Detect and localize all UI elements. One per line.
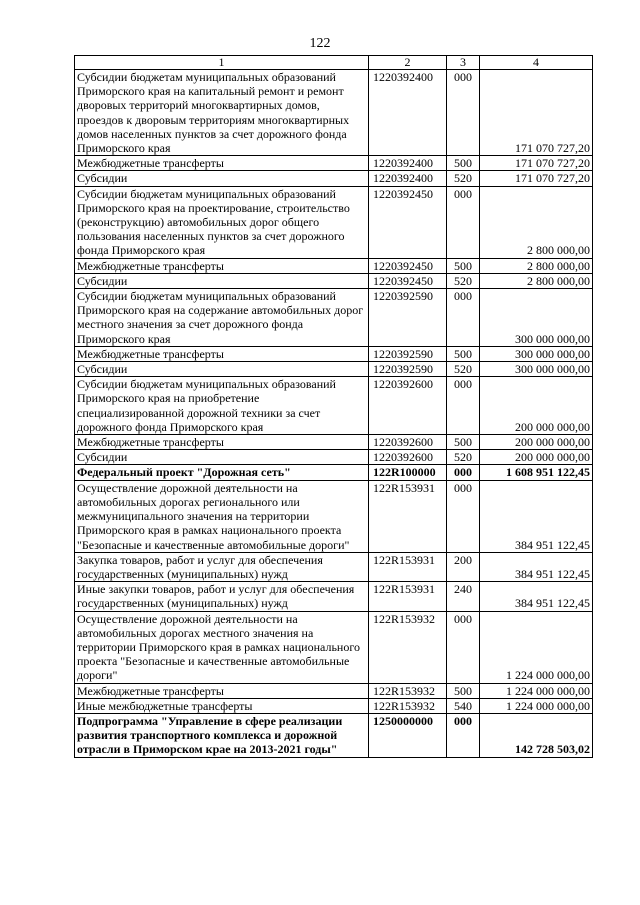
column-header-2: 2 xyxy=(369,56,447,70)
row-expense-type: 520 xyxy=(447,171,480,186)
row-expense-type: 240 xyxy=(447,582,480,611)
budget-table xyxy=(74,55,593,758)
row-amount: 171 070 727,20 xyxy=(480,70,593,156)
row-description: Межбюджетные трансферты xyxy=(75,435,369,450)
row-expense-type: 520 xyxy=(447,450,480,465)
row-expense-type: 520 xyxy=(447,273,480,288)
page-number: 122 xyxy=(309,36,331,51)
row-target-code: 1220392400 xyxy=(369,171,447,186)
row-expense-type: 000 xyxy=(447,713,480,757)
row-description: Субсидии xyxy=(75,362,369,377)
row-description: Межбюджетные трансферты xyxy=(75,683,369,698)
row-description: Субсидии xyxy=(75,450,369,465)
table-row xyxy=(75,186,593,258)
row-description: Иные закупки товаров, работ и услуг для обеспечения государственных (муниципальных) нужд xyxy=(75,582,369,611)
row-target-code: 1220392450 xyxy=(369,186,447,258)
row-amount: 200 000 000,00 xyxy=(480,450,593,465)
table-row xyxy=(75,435,593,450)
row-expense-type: 000 xyxy=(447,377,480,435)
row-amount: 300 000 000,00 xyxy=(480,289,593,347)
row-expense-type: 000 xyxy=(447,70,480,156)
table-row xyxy=(75,683,593,698)
row-expense-type: 520 xyxy=(447,362,480,377)
row-target-code: 122R153932 xyxy=(369,683,447,698)
budget-table-body xyxy=(75,56,593,758)
row-amount: 2 800 000,00 xyxy=(480,258,593,273)
row-description: Межбюджетные трансферты xyxy=(75,156,369,171)
row-amount: 384 951 122,45 xyxy=(480,480,593,552)
row-amount: 1 224 000 000,00 xyxy=(480,683,593,698)
table-row xyxy=(75,346,593,361)
row-expense-type: 000 xyxy=(447,465,480,480)
row-expense-type: 500 xyxy=(447,258,480,273)
row-target-code: 1220392450 xyxy=(369,273,447,288)
row-expense-type: 000 xyxy=(447,186,480,258)
row-amount: 2 800 000,00 xyxy=(480,273,593,288)
row-description: Закупка товаров, работ и услуг для обеспечения государственных (муниципальных) нужд xyxy=(75,552,369,581)
row-target-code: 122R153931 xyxy=(369,552,447,581)
row-target-code: 1220392600 xyxy=(369,377,447,435)
table-row xyxy=(75,258,593,273)
row-target-code: 122R153932 xyxy=(369,611,447,683)
row-description: Иные межбюджетные трансферты xyxy=(75,698,369,713)
row-amount: 384 951 122,45 xyxy=(480,582,593,611)
table-row xyxy=(75,552,593,581)
table-row xyxy=(75,273,593,288)
table-row xyxy=(75,171,593,186)
row-target-code: 122R153931 xyxy=(369,480,447,552)
row-amount: 142 728 503,02 xyxy=(480,713,593,757)
row-description: Межбюджетные трансферты xyxy=(75,258,369,273)
table-header-row xyxy=(75,56,593,70)
row-target-code: 1220392590 xyxy=(369,362,447,377)
row-expense-type: 000 xyxy=(447,611,480,683)
row-amount: 171 070 727,20 xyxy=(480,156,593,171)
row-amount: 200 000 000,00 xyxy=(480,377,593,435)
row-amount: 200 000 000,00 xyxy=(480,435,593,450)
row-description: Осуществление дорожной деятельности на автомобильных дорогах местного значения на территории Приморского края в рамках национального проекта "Безопасные и качественные автомобильные дороги" xyxy=(75,611,369,683)
table-row xyxy=(75,377,593,435)
row-description: Субсидии бюджетам муниципальных образований Приморского края на приобретение специализированной дорожной техники за счет дорожного фонда Приморского края xyxy=(75,377,369,435)
table-row xyxy=(75,289,593,347)
row-expense-type: 500 xyxy=(447,346,480,361)
row-target-code: 1220392590 xyxy=(369,346,447,361)
row-target-code: 122R153932 xyxy=(369,698,447,713)
row-target-code: 1220392600 xyxy=(369,450,447,465)
row-amount: 2 800 000,00 xyxy=(480,186,593,258)
column-header-1: 1 xyxy=(75,56,369,70)
row-target-code: 1220392400 xyxy=(369,156,447,171)
row-expense-type: 000 xyxy=(447,289,480,347)
row-amount: 1 608 951 122,45 xyxy=(480,465,593,480)
row-description: Субсидии бюджетам муниципальных образований Приморского края на проектирование, строительство (реконструкцию) автомобильных дорог общего пользования населенных пунктов за счет дорожного фонда Приморского края xyxy=(75,186,369,258)
row-description: Осуществление дорожной деятельности на автомобильных дорогах регионального или межмуниципального значения на территории Приморского края в рамках национального проекта "Безопасные и качественные автомобильные дороги" xyxy=(75,480,369,552)
row-description: Субсидии xyxy=(75,171,369,186)
row-description: Субсидии бюджетам муниципальных образований Приморского края на содержание автомобильных дорог местного значения за счет дорожного фонда Приморского края xyxy=(75,289,369,347)
row-expense-type: 500 xyxy=(447,156,480,171)
table-row xyxy=(75,156,593,171)
row-amount: 1 224 000 000,00 xyxy=(480,611,593,683)
row-expense-type: 500 xyxy=(447,435,480,450)
column-header-3: 3 xyxy=(447,56,480,70)
row-description: Межбюджетные трансферты xyxy=(75,346,369,361)
row-target-code: 1250000000 xyxy=(369,713,447,757)
table-row xyxy=(75,480,593,552)
column-header-4: 4 xyxy=(480,56,593,70)
row-amount: 1 224 000 000,00 xyxy=(480,698,593,713)
table-row xyxy=(75,713,593,757)
row-description: Федеральный проект "Дорожная сеть" xyxy=(75,465,369,480)
row-expense-type: 500 xyxy=(447,683,480,698)
row-target-code: 122R153931 xyxy=(369,582,447,611)
row-expense-type: 200 xyxy=(447,552,480,581)
table-row xyxy=(75,450,593,465)
table-row xyxy=(75,582,593,611)
row-target-code: 1220392400 xyxy=(369,70,447,156)
table-row xyxy=(75,698,593,713)
row-amount: 300 000 000,00 xyxy=(480,362,593,377)
row-amount: 300 000 000,00 xyxy=(480,346,593,361)
table-row xyxy=(75,465,593,480)
row-target-code: 1220392450 xyxy=(369,258,447,273)
row-expense-type: 000 xyxy=(447,480,480,552)
table-row xyxy=(75,70,593,156)
row-target-code: 122R100000 xyxy=(369,465,447,480)
row-description: Субсидии бюджетам муниципальных образований Приморского края на капитальный ремонт и ремонт дворовых территорий многоквартирных домов, проездов к дворовым территориям многоквартирных домов населенных пунктов за счет дорожного фонда Приморского края xyxy=(75,70,369,156)
row-description: Подпрограмма "Управление в сфере реализации развития транспортного комплекса и дорожной отрасли в Приморском крае на 2013-2021 годы" xyxy=(75,713,369,757)
table-row xyxy=(75,611,593,683)
table-row xyxy=(75,362,593,377)
row-target-code: 1220392590 xyxy=(369,289,447,347)
row-amount: 384 951 122,45 xyxy=(480,552,593,581)
row-target-code: 1220392600 xyxy=(369,435,447,450)
row-amount: 171 070 727,20 xyxy=(480,171,593,186)
row-expense-type: 540 xyxy=(447,698,480,713)
row-description: Субсидии xyxy=(75,273,369,288)
